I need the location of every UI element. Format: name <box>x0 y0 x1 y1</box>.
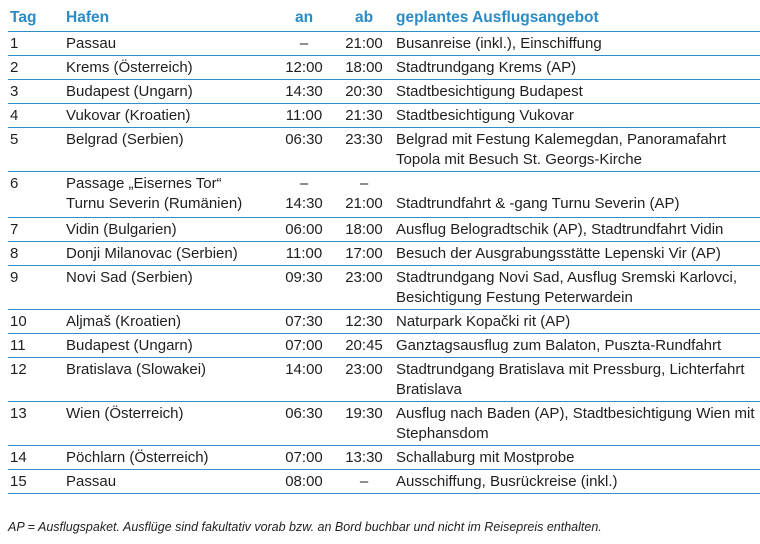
header-port: Hafen <box>66 9 110 26</box>
table-row <box>8 56 760 80</box>
table-row <box>8 334 760 358</box>
header-tag: Tag <box>10 9 37 26</box>
cell-port: Pöchlarn (Österreich) <box>66 449 209 466</box>
cell-tag: 7 <box>10 221 19 238</box>
cell-departure: 20:30 <box>345 83 383 100</box>
header-arrival: an <box>294 9 314 26</box>
cell-arrival: 08:00 <box>285 473 323 490</box>
cell-tag: 9 <box>10 269 19 286</box>
cell-arrival: 07:30 <box>285 313 323 330</box>
cell-excursion: Busanreise (inkl.), Einschiffung <box>396 35 602 52</box>
cell-departure: 13:30 <box>345 449 383 466</box>
cell-port: Vidin (Bulgarien) <box>66 221 177 238</box>
table-body <box>8 32 760 494</box>
cell-departure: 18:00 <box>345 221 383 238</box>
cell-excursion: Naturpark Kopački rit (AP) <box>396 313 571 330</box>
cell-arrival: 07:00 <box>285 449 323 466</box>
cell-arrival: 06:30 <box>285 131 323 148</box>
table-header <box>8 4 760 32</box>
cell-port: Donji Milanovac (Serbien) <box>66 245 238 262</box>
cell-tag: 4 <box>10 107 19 124</box>
cell-arrival: 14:00 <box>285 361 323 378</box>
cell-excursion: Schallaburg mit Mostprobe <box>396 449 575 466</box>
cell-arrival: 09:30 <box>285 269 323 286</box>
table-row <box>8 242 760 266</box>
cell-port: Passage „Eisernes Tor“ Turnu Severin (Rumänien) <box>66 175 243 212</box>
cell-excursion: Ausflug nach Baden (AP), Stadtbesichtigung Wien mit Stephansdom <box>396 405 755 442</box>
cell-departure: 20:45 <box>345 337 383 354</box>
table-row <box>8 128 760 172</box>
table-row <box>8 218 760 242</box>
cell-excursion: Belgrad mit Festung Kalemegdan, Panoramafahrt Topola mit Besuch St. Georgs-Kirche <box>396 131 727 168</box>
itinerary-table <box>8 4 760 494</box>
table-row <box>8 470 760 494</box>
cell-arrival: – <box>299 35 309 52</box>
cell-excursion: Stadtbesichtigung Vukovar <box>396 107 574 124</box>
cell-departure: 21:00 <box>345 35 383 52</box>
cell-port: Passau <box>66 35 117 52</box>
cell-departure: 23:00 <box>345 361 383 378</box>
cell-departure: – <box>359 473 369 490</box>
cell-arrival: – 14:30 <box>285 175 323 212</box>
footnote: AP = Ausflugspaket. Ausflüge sind fakultativ vorab bzw. an Bord buchbar und nicht im Reisepreis enthalten. <box>8 520 602 534</box>
cell-excursion: Stadtbesichtigung Budapest <box>396 83 583 100</box>
cell-port: Novi Sad (Serbien) <box>66 269 193 286</box>
cell-port: Passau <box>66 473 117 490</box>
cell-tag: 2 <box>10 59 19 76</box>
cell-port: Belgrad (Serbien) <box>66 131 184 148</box>
cell-excursion: Ausflug Belogradtschik (AP), Stadtrundfahrt Vidin <box>396 221 724 238</box>
table-row <box>8 402 760 446</box>
table-row <box>8 32 760 56</box>
cell-tag: 3 <box>10 83 19 100</box>
cell-departure: 17:00 <box>345 245 383 262</box>
cell-departure: – 21:00 <box>345 175 383 212</box>
cell-excursion: Stadtrundgang Krems (AP) <box>396 59 577 76</box>
cell-excursion: Stadtrundgang Novi Sad, Ausflug Sremski Karlovci, Besichtigung Festung Peterwardein <box>396 269 738 306</box>
cell-tag: 11 <box>10 337 26 354</box>
cell-tag: 8 <box>10 245 19 262</box>
cell-port: Budapest (Ungarn) <box>66 337 193 354</box>
cell-port: Vukovar (Kroatien) <box>66 107 191 124</box>
cell-tag: 6 <box>10 175 19 192</box>
cell-arrival: 14:30 <box>285 83 323 100</box>
cell-tag: 15 <box>10 473 27 490</box>
cell-port: Wien (Österreich) <box>66 405 184 422</box>
cell-tag: 1 <box>10 35 19 52</box>
cell-arrival: 06:30 <box>285 405 323 422</box>
table-row <box>8 104 760 128</box>
cell-tag: 13 <box>10 405 27 422</box>
cell-departure: 23:30 <box>345 131 383 148</box>
cell-arrival: 11:00 <box>285 245 323 262</box>
table-row <box>8 446 760 470</box>
cell-port: Krems (Österreich) <box>66 59 193 76</box>
cell-departure: 12:30 <box>345 313 383 330</box>
cell-departure: 18:00 <box>345 59 383 76</box>
cell-excursion: Ausschiffung, Busrückreise (inkl.) <box>396 473 618 490</box>
cell-departure: 23:00 <box>345 269 383 286</box>
table-row <box>8 80 760 104</box>
cell-tag: 5 <box>10 131 19 148</box>
cell-port: Bratislava (Slowakei) <box>66 361 207 378</box>
cell-arrival: 06:00 <box>285 221 323 238</box>
cell-excursion: Besuch der Ausgrabungsstätte Lepenski Vir (AP) <box>396 245 721 262</box>
cell-excursion: Stadtrundgang Bratislava mit Pressburg, Lichterfahrt Bratislava <box>396 361 745 398</box>
cell-departure: 19:30 <box>345 405 383 422</box>
cell-tag: 10 <box>10 313 27 330</box>
cell-port: Aljmaš (Kroatien) <box>66 313 182 330</box>
cell-departure: 21:30 <box>345 107 383 124</box>
cell-arrival: 07:00 <box>285 337 323 354</box>
cell-arrival: 11:00 <box>285 107 323 124</box>
table-row <box>8 266 760 310</box>
table-row <box>8 358 760 402</box>
table-row <box>8 172 760 218</box>
cell-excursion: Stadtrundfahrt & -gang Turnu Severin (AP) <box>396 195 680 212</box>
table-row <box>8 310 760 334</box>
header-excursion: geplantes Ausflugsangebot <box>396 9 599 26</box>
cell-port: Budapest (Ungarn) <box>66 83 193 100</box>
cell-arrival: 12:00 <box>285 59 323 76</box>
cell-excursion: Ganztagsausflug zum Balaton, Puszta-Rundfahrt <box>396 337 722 354</box>
header-departure: ab <box>354 9 374 26</box>
cell-tag: 12 <box>10 361 27 378</box>
cell-tag: 14 <box>10 449 27 466</box>
